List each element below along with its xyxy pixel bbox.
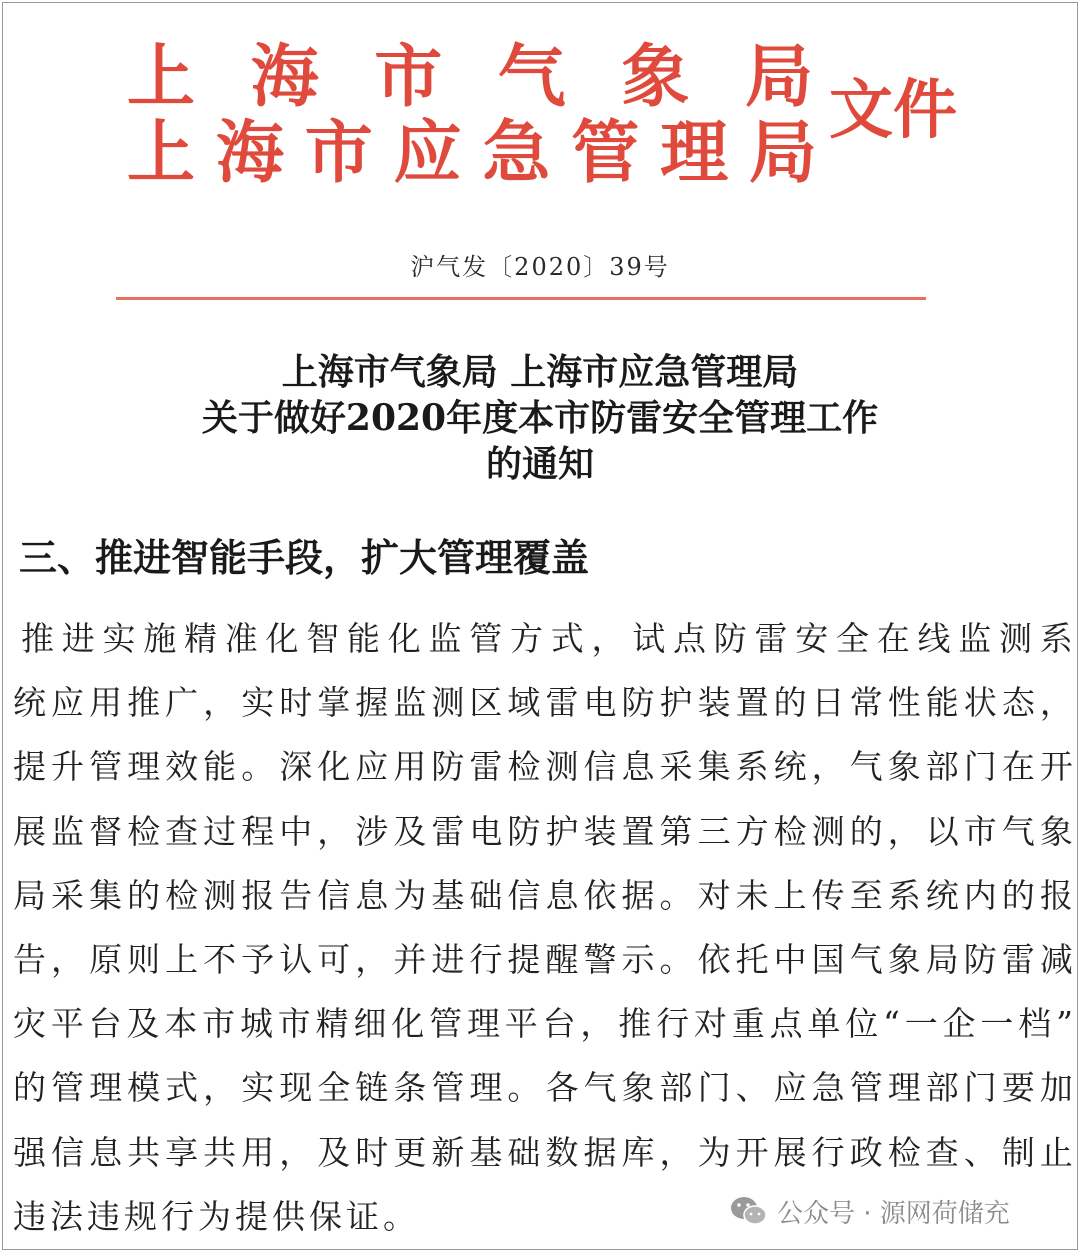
issuer-char: 应 bbox=[393, 113, 462, 193]
issuer-char: 市 bbox=[304, 113, 373, 193]
body-line: 强 信 息 共 享 共 用 ， 及 时 更 新 基 础 数 据 库 ， 为 开 展 行 政 检 查 、 制 止 bbox=[13, 1132, 1073, 1172]
issuer-char: 局 bbox=[744, 37, 813, 117]
body-line: 推 进 实 施 精 准 化 智 能 化 监 管 方 式 ， 试 点 防 雷 安 全 在 线 监 测 系 bbox=[21, 619, 1073, 658]
issuer-char: 管 bbox=[571, 113, 640, 193]
body-line: 展 监 督 检 查 过 程 中 ， 涉 及 雷 电 防 护 装 置 第 三 方 检 测 的 ， 以 市 气 象 bbox=[13, 811, 1073, 851]
issuer-char: 理 bbox=[660, 113, 729, 193]
body-line: 的 管 理 模 式 ， 实 现 全 链 条 管 理 。 各 气 象 部 门 、 应 急 管 理 部 门 要 加 bbox=[13, 1068, 1073, 1108]
issuer-char: 上 bbox=[127, 37, 196, 117]
issuer-char: 海 bbox=[250, 37, 319, 117]
issuer-char: 气 bbox=[497, 37, 566, 117]
issuer-block bbox=[127, 39, 817, 191]
issuer-char: 海 bbox=[215, 113, 284, 193]
section-heading: 三、推进智能手段，扩大管理覆盖 bbox=[19, 536, 590, 580]
body-line: 灾 平 台 及 本 市 城 市 精 细 化 管 理 平 台 ， 推 行 对 重 点 单 位 “ 一 企 一 档 ” bbox=[13, 1004, 1073, 1044]
body-line: 提 升 管 理 效 能 。 深 化 应 用 防 雷 检 测 信 息 采 集 系 统 ， 气 象 部 门 在 开 bbox=[13, 747, 1073, 787]
wechat-icon bbox=[729, 1194, 769, 1228]
watermark bbox=[725, 1189, 1014, 1233]
document-number: 沪气发〔2020〕39号 bbox=[410, 253, 670, 281]
section-body bbox=[13, 607, 1073, 1249]
issuer-line-1 bbox=[127, 39, 817, 115]
body-line: 违法违规行为提供保证。 bbox=[13, 1196, 420, 1236]
title-line-1: 上海市气象局 上海市应急管理局 bbox=[281, 351, 799, 393]
body-line: 统 应 用 推 广 ， 实 时 掌 握 监 测 区 域 雷 电 防 护 装 置 的 日 常 性 能 状 态 ， bbox=[13, 683, 1073, 723]
document-title bbox=[3, 349, 1077, 487]
title-line-3: 的通知 bbox=[485, 443, 594, 485]
issuer-char: 局 bbox=[748, 113, 817, 193]
document-kind: 文件 bbox=[829, 73, 957, 148]
body-line: 局 采 集 的 检 测 报 告 信 息 为 基 础 信 息 依 据 。 对 未 上 传 至 系 统 内 的 报 bbox=[13, 875, 1073, 915]
issuer-char: 象 bbox=[621, 37, 690, 117]
title-line-2: 关于做好2020年度本市防雷安全管理工作 bbox=[201, 397, 879, 439]
issuer-char: 急 bbox=[482, 113, 551, 193]
body-line: 告 ， 原 则 上 不 予 认 可 ， 并 进 行 提 醒 警 示 。 依 托 中 国 气 象 局 防 雷 减 bbox=[13, 939, 1073, 979]
issuer-line-2 bbox=[127, 115, 817, 191]
document-page bbox=[2, 2, 1078, 1250]
red-separator-rule bbox=[116, 297, 926, 300]
issuer-char: 市 bbox=[374, 37, 443, 117]
issuer-char: 上 bbox=[127, 113, 196, 193]
watermark-text: 公众号 · 源网荷储充 bbox=[777, 1198, 1010, 1229]
